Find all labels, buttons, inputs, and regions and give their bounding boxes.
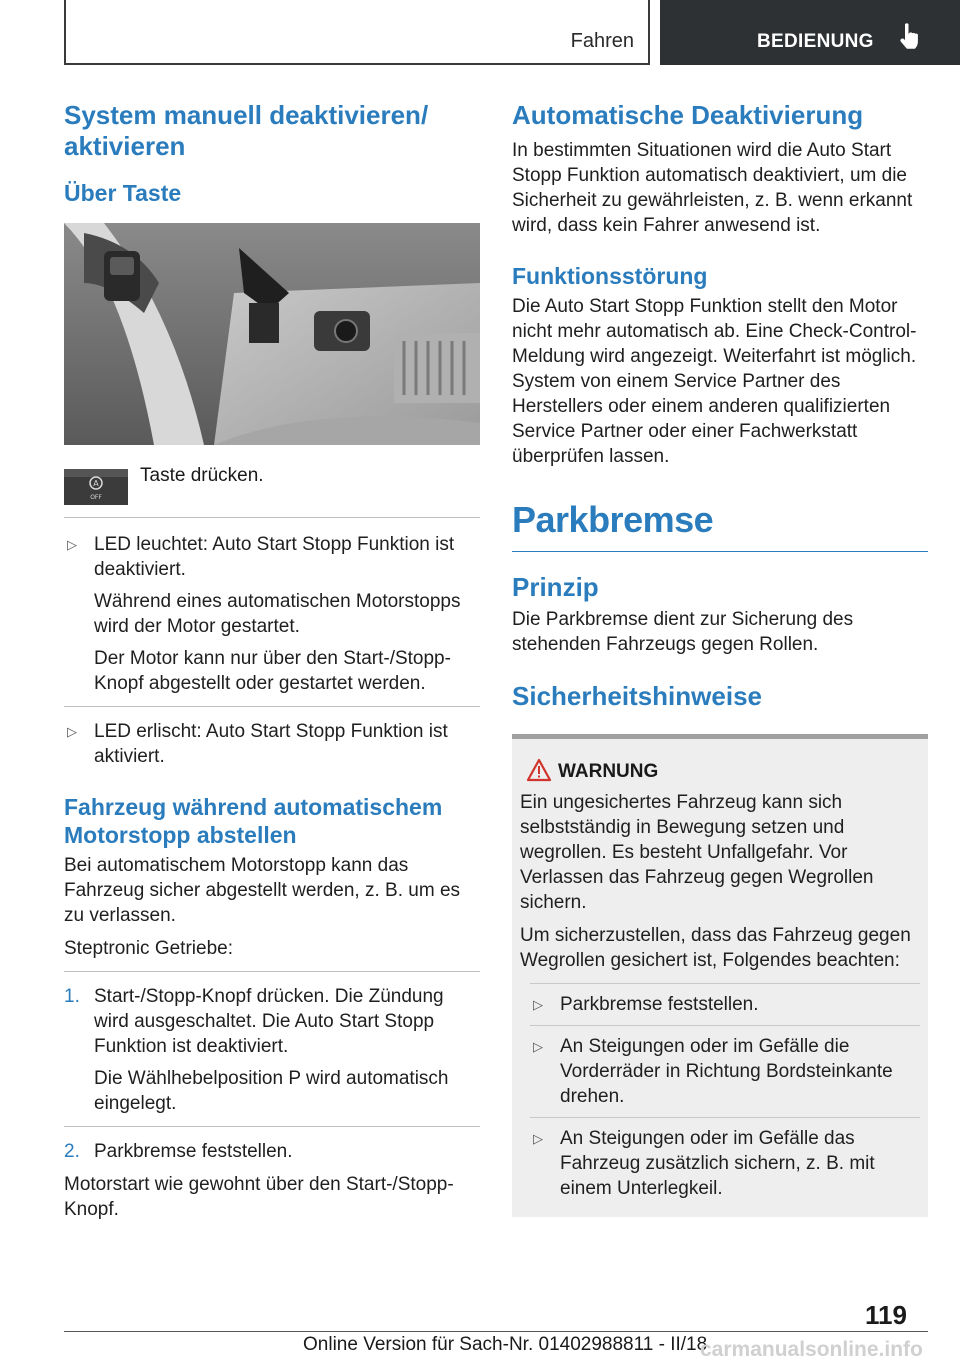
- auto-start-stop-off-icon[interactable]: [64, 469, 128, 505]
- svg-text:OFF: OFF: [90, 494, 102, 501]
- divider: [530, 1025, 920, 1026]
- paragraph: Steptronic Getriebe:: [64, 938, 233, 959]
- button-instruction-row: [64, 465, 480, 505]
- paragraph: Motorstart wie gewohnt über den Start-/Stopp-Knopf.: [64, 1174, 454, 1220]
- svg-text:A: A: [93, 479, 99, 488]
- page-number: 119: [865, 1300, 907, 1330]
- heading-park-during-stop: Fahrzeug während automatischem Motorstopp abstellen: [64, 794, 443, 848]
- heading-principle: Prinzip: [512, 572, 599, 602]
- header-section-label: BEDIENUNG: [757, 31, 874, 52]
- list-item: 2. Parkbremse feststellen.: [64, 1141, 293, 1162]
- warning-box: [512, 734, 928, 1217]
- divider: [64, 1126, 480, 1127]
- list-item: ▷ LED leuchtet: Auto Start Stopp Funktion ist deaktiviert. Während eines automatischen Motorstopps wird der Motor gestartet. Der Motor kann nur über den Start-/Stopp-Knopf abgestellt oder gestartet werden.: [67, 534, 461, 694]
- heading-malfunction: Funktionsstörung: [512, 263, 708, 289]
- steering-column-photo: [64, 223, 480, 445]
- warning-list-2: [530, 1034, 920, 1109]
- heading-parkbremse: Parkbremse: [512, 499, 714, 540]
- section-rule: [512, 551, 928, 552]
- divider: [530, 1117, 920, 1118]
- heading-manual-deactivate: System manuell deaktivieren/ aktivieren: [64, 100, 429, 161]
- list-item: ▷ LED erlischt: Auto Start Stopp Funktion ist aktiviert.: [67, 721, 448, 767]
- list-item: ▷ An Steigungen oder im Gefälle das Fahrzeug zusätzlich sichern, z. B. mit einem Unterlegkeil.: [533, 1128, 875, 1199]
- heading-auto-deactivation: Automatische Deaktivierung: [512, 100, 864, 130]
- led-status-list-2: [64, 719, 480, 769]
- list-item: ▷ Parkbremse feststellen.: [533, 994, 759, 1015]
- right-column: [512, 100, 928, 1217]
- header-chapter: Fahren: [570, 30, 634, 52]
- paragraph: Die Parkbremse dient zur Sicherung des stehenden Fahrzeugs gegen Rollen.: [512, 609, 854, 655]
- paragraph: Bei automatischem Motorstopp kann das Fahrzeug sicher abgestellt werden, z. B. um es zu verlassen.: [64, 855, 461, 926]
- divider: [530, 983, 920, 984]
- warning-title: WARNUNG: [520, 761, 920, 787]
- list-item: 1. Start-/Stopp-Knopf drücken. Die Zündung wird ausgeschaltet. Die Auto Start Stopp Funktion ist deaktiviert. Die Wählhebelposition P wird automatisch eingelegt.: [64, 986, 449, 1114]
- header-chapter-box: [64, 0, 650, 65]
- heading-safety: Sicherheitshinweise: [512, 681, 762, 711]
- left-column: [64, 100, 480, 1222]
- pointing-hand-icon: [896, 22, 922, 52]
- header-section-tab[interactable]: [660, 0, 960, 65]
- steps-list-2: [64, 1139, 480, 1164]
- heading-via-button: Über Taste: [64, 180, 182, 206]
- divider: [64, 971, 480, 972]
- list-item: ▷ An Steigungen oder im Gefälle die Vorderräder in Richtung Bordsteinkante drehen.: [533, 1036, 893, 1107]
- paragraph: In bestimmten Situationen wird die Auto Start Stopp Funktion automatisch deaktiviert, um die Sicherheit zu gewährleisten, z. B. wenn erkannt wird, dass kein Fahrer anwesend ist.: [512, 140, 913, 236]
- warning-list-3: [530, 1126, 920, 1201]
- warning-triangle-icon: [526, 758, 552, 782]
- warning-text: Ein ungesichertes Fahrzeug kann sich selbstständig in Bewegung setzen und wegrollen. Es besteht Unfallgefahr. Vor Verlassen das Fahrzeug gegen Wegrollen sichern.: [520, 792, 874, 913]
- warning-list: [530, 992, 920, 1017]
- footer-rule: [64, 1331, 928, 1332]
- watermark: carmanualsonline.info: [700, 1338, 923, 1361]
- led-status-list: [64, 532, 480, 696]
- paragraph: Die Auto Start Stopp Funktion stellt den Motor nicht mehr automatisch ab. Eine Check-Control-Meldung wird angezeigt. Weiterfahrt ist möglich. System von einem Service Partner des Herstellers oder einem anderen qualifizierten Service Partner oder einer Fachwerkstatt überprüfen lassen.: [512, 296, 917, 467]
- footer-online-version: Online Version für Sach-Nr. 01402988811 - II/18: [303, 1334, 708, 1355]
- divider: [64, 706, 480, 707]
- button-caption: Taste drücken.: [140, 465, 264, 486]
- divider: [64, 517, 480, 518]
- steps-list: [64, 984, 480, 1116]
- warning-text: Um sicherzustellen, dass das Fahrzeug gegen Wegrollen gesichert ist, Folgendes beachten:: [520, 925, 911, 971]
